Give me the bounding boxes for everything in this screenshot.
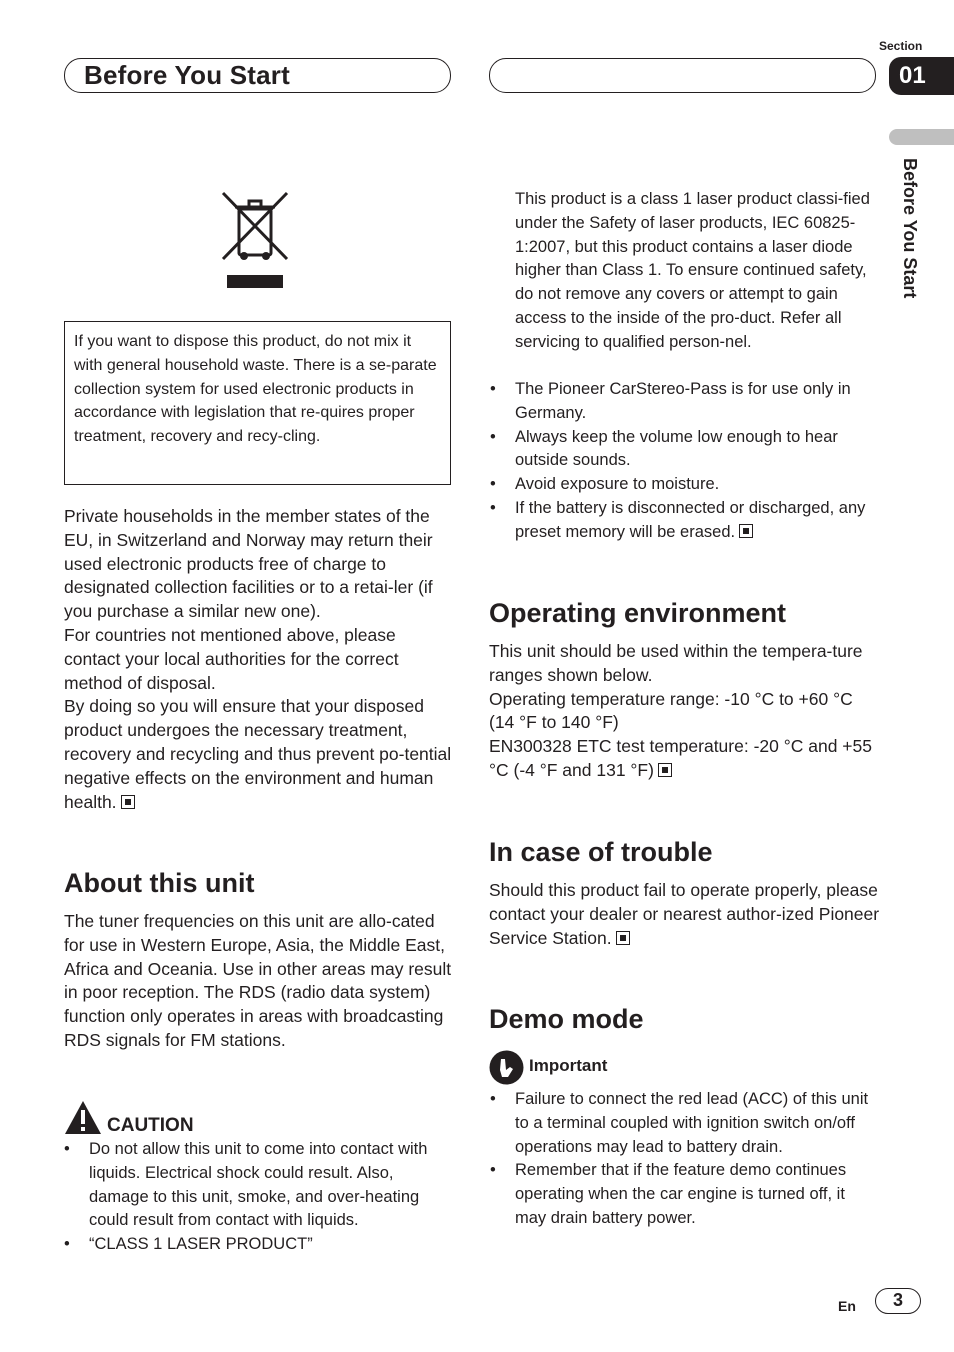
disposal-paragraph: By doing so you will ensure that your disposed product undergoes the necessary treatment, recovery and recycling and thus prevent po-tential negative effects on the environment and human health. [64, 696, 452, 812]
end-mark-icon [121, 795, 135, 809]
operating-paragraph: EN300328 ETC test temperature: -20 °C and +55 °C (-4 °F and 131 °F) [489, 736, 872, 780]
operating-heading: Operating environment [489, 598, 787, 628]
side-tab-bar [889, 129, 954, 145]
page-number: 3 [875, 1288, 921, 1314]
important-hand-icon [489, 1050, 524, 1085]
disposal-paragraphs [64, 505, 454, 814]
caution-item: • If the battery is disconnected or discharged, any preset memory will be erased. [490, 497, 879, 545]
side-section-title: Before You Start [900, 158, 920, 299]
important-label: Important [529, 1056, 608, 1075]
footer-language: En [838, 1298, 856, 1314]
demo-item: • Remember that if the feature demo continues operating when the car engine is turned off, it may drain battery power. [490, 1159, 879, 1230]
operating-paragraph: This unit should be used within the tempera-ture ranges shown below. [489, 641, 863, 685]
laser-text: This product is a class 1 laser product classi-fied under the Safety of laser products, IEC 60825-1:2007, but this product contains a laser diode higher than Class 1. To ensure continued safety, do not remove any covers or attempt to gain access to the inside of the pro-duct. Refer all servicing to qualified person-nel. [515, 190, 870, 351]
end-mark-icon [658, 763, 672, 777]
caution-item: • “CLASS 1 LASER PRODUCT” [64, 1233, 454, 1257]
warning-triangle-icon [64, 1100, 102, 1135]
operating-paragraph: Operating temperature range: -10 °C to +60 °C (14 °F to 140 °F) [489, 688, 853, 733]
demo-heading: Demo mode [489, 1004, 644, 1034]
section-title: Before You Start [84, 60, 290, 90]
disposal-paragraph: Private households in the member states of the EU, in Switzerland and Norway may return their used electronic products free of charge to designated collection facilities or to a retai-ler (if you purchase a similar new one). [64, 506, 433, 622]
about-heading: About this unit [64, 868, 255, 898]
demo-item: • Failure to connect the red lead (ACC) of this unit to a terminal coupled with ignition switch on/off operations may lead to battery drain. [490, 1088, 879, 1159]
end-mark-icon [739, 524, 753, 538]
caution-list [64, 1138, 454, 1257]
demo-list [490, 1088, 879, 1231]
trouble-text: Should this product fail to operate properly, please contact your dealer or nearest author-ized Pioneer Service Station. [489, 880, 880, 948]
section-label: Section [879, 39, 923, 53]
operating-paragraphs [489, 640, 881, 783]
disposal-notice-text: If you want to dispose this product, do not mix it with general household waste. There is a se-parate collection system for used electronic products in accordance with legislation that re-quires proper treatment, recovery and recy-cling. [74, 333, 437, 446]
about-text: The tuner frequencies on this unit are allo-cated for use in Western Europe, Asia, the Middle East, Africa and Oceania. Use in other areas may result in poor reception. The RDS (radio data system) function only operates in areas with broadcasting RDS signals for FM stations. [64, 911, 452, 1050]
disposal-paragraph: For countries not mentioned above, please contact your local authorities for the correct method of disposal. [64, 624, 399, 693]
section-number-tab: 01 [889, 57, 954, 95]
end-mark-icon [616, 931, 630, 945]
weee-bin-icon [220, 190, 290, 290]
disposal-notice-box [64, 321, 451, 485]
caution-item: • Always keep the volume low enough to hear outside sounds. [490, 426, 879, 474]
caution-item: • The Pioneer CarStereo-Pass is for use only in Germany. [490, 378, 879, 426]
caution-item: • Avoid exposure to moisture. [490, 473, 879, 497]
section-blank-frame [489, 58, 876, 93]
caution-item: • Do not allow this unit to come into contact with liquids. Electrical shock could result. Also, damage to this unit, smoke, and over-heating could result from contact with liquids. [64, 1138, 454, 1233]
caution-list-continued [490, 378, 879, 545]
trouble-heading: In case of trouble [489, 837, 713, 867]
caution-label: CAUTION [107, 1115, 194, 1136]
